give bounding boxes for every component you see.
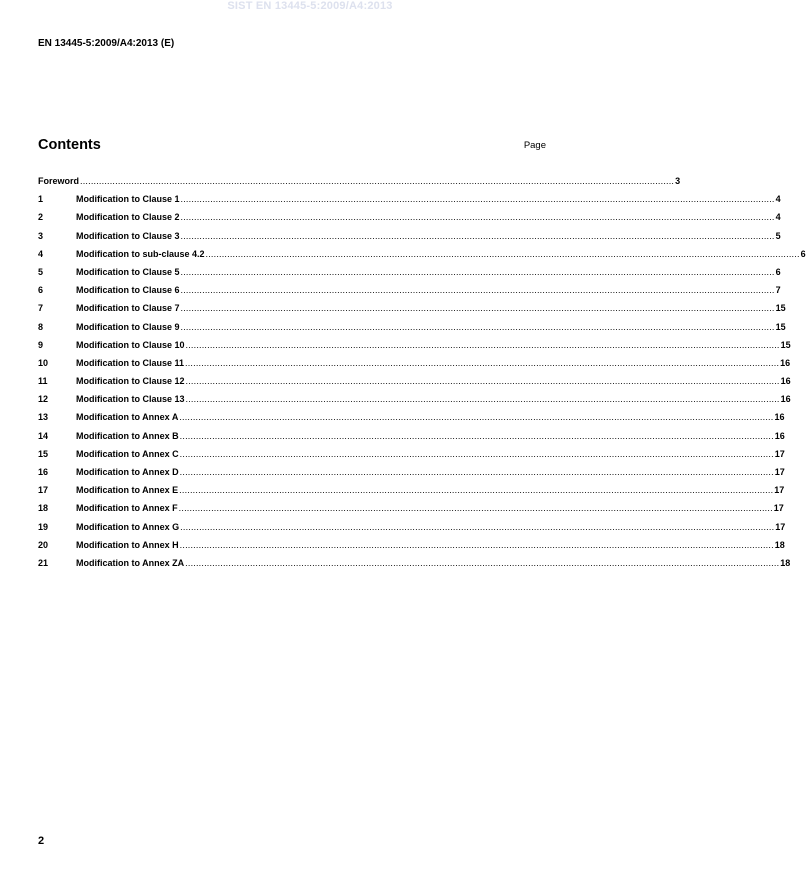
toc-entry[interactable] xyxy=(38,448,785,466)
toc-entry-title: Modification to Clause 9 xyxy=(76,321,180,332)
page-number: 2 xyxy=(38,835,45,847)
toc-entry[interactable] xyxy=(38,430,785,448)
toc-entry[interactable] xyxy=(38,193,781,211)
toc-entry-page: 17 xyxy=(774,467,785,477)
toc-entry-number: 14 xyxy=(38,430,49,441)
toc-dot-leader: ............................................................................................................................................................................................................................ xyxy=(180,521,775,532)
toc-entry[interactable] xyxy=(38,266,781,284)
toc-entry-number: 4 xyxy=(38,248,44,259)
document-id: EN 13445-5:2009/A4:2013 (E) xyxy=(38,38,175,49)
toc-dot-leader: ............................................................................................................................................................................................................................ xyxy=(179,467,774,477)
toc-dot-leader: ............................................................................................................................................................................................................................ xyxy=(180,230,775,241)
toc-entry-number: 6 xyxy=(38,285,44,296)
toc-entry-page: 7 xyxy=(775,285,781,296)
toc-entry[interactable] xyxy=(38,230,781,248)
toc-entry[interactable] xyxy=(38,211,781,229)
toc-entry[interactable] xyxy=(38,321,786,339)
toc-entry-title: Modification to Clause 5 xyxy=(76,266,180,277)
toc-entry-page: 16 xyxy=(780,394,791,405)
toc-dot-leader: ............................................................................................................................................................................................................................ xyxy=(205,248,800,259)
toc-entry[interactable] xyxy=(38,357,791,375)
toc-entry-title: Modification to Clause 6 xyxy=(76,285,180,296)
toc-entry[interactable] xyxy=(38,393,791,411)
toc-entry-title: Modification to Annex G xyxy=(76,521,180,532)
toc-entry-number: 8 xyxy=(38,321,44,332)
toc-dot-leader: ............................................................................................................................................................................................................................ xyxy=(185,339,780,350)
toc-entry[interactable] xyxy=(38,466,785,484)
toc-entry[interactable] xyxy=(38,284,781,302)
toc-entry-page: 17 xyxy=(775,521,786,532)
toc-entry-title: Modification to Annex F xyxy=(76,503,178,514)
toc-dot-leader: ............................................................................................................................................................................................................................ xyxy=(178,503,773,514)
toc-entry-number: 7 xyxy=(38,303,44,314)
toc-entry-page: 17 xyxy=(774,485,785,496)
toc-entry-page: 4 xyxy=(775,194,781,205)
toc-entry-title: Modification to sub-clause 4.2 xyxy=(76,248,205,259)
table-of-contents xyxy=(38,175,806,575)
toc-dot-leader: ............................................................................................................................................................................................................................ xyxy=(180,212,775,223)
toc-dot-leader: ............................................................................................................................................................................................................................ xyxy=(185,376,780,387)
toc-dot-leader: ............................................................................................................................................................................................................................ xyxy=(80,176,675,186)
toc-entry-title: Modification to Clause 7 xyxy=(76,303,180,314)
toc-entry-title: Modification to Clause 2 xyxy=(76,212,180,223)
toc-entry[interactable] xyxy=(38,557,791,575)
toc-dot-leader: ............................................................................................................................................................................................................................ xyxy=(179,448,774,459)
toc-entry-number: 3 xyxy=(38,230,44,241)
toc-dot-leader: ............................................................................................................................................................................................................................ xyxy=(179,485,774,496)
toc-entry-title: Modification to Clause 12 xyxy=(76,376,185,387)
toc-entry-title: Modification to Clause 3 xyxy=(76,230,180,241)
toc-entry-number: 12 xyxy=(38,394,49,405)
toc-entry-page: 17 xyxy=(774,448,785,459)
toc-dot-leader: ............................................................................................................................................................................................................................ xyxy=(185,557,780,568)
toc-entry[interactable] xyxy=(38,375,791,393)
toc-entry-title: Modification to Annex ZA xyxy=(76,557,185,568)
toc-dot-leader: ............................................................................................................................................................................................................................ xyxy=(185,394,780,405)
toc-dot-leader: ............................................................................................................................................................................................................................ xyxy=(179,539,774,550)
toc-entry-number: 21 xyxy=(38,557,49,568)
toc-entry-number: 5 xyxy=(38,266,44,277)
toc-dot-leader: ............................................................................................................................................................................................................................ xyxy=(179,430,774,441)
toc-entry[interactable] xyxy=(38,539,785,557)
page-column-heading: Page xyxy=(523,140,546,151)
toc-entry-page: 4 xyxy=(775,212,781,223)
toc-entry[interactable] xyxy=(38,502,784,520)
toc-entry-page: 17 xyxy=(773,503,784,514)
toc-entry-page: 18 xyxy=(774,539,785,550)
toc-entry-page: 15 xyxy=(775,321,786,332)
toc-entry-number: 13 xyxy=(38,412,49,423)
toc-entry-number: 15 xyxy=(38,448,49,459)
watermark: SIST EN 13445-5:2009/A4:2013 xyxy=(227,0,393,12)
toc-entry-title: Modification to Clause 10 xyxy=(76,339,185,350)
toc-entry-number: 16 xyxy=(38,467,49,477)
toc-entry-title: Modification to Annex B xyxy=(76,430,179,441)
toc-entry-number: 19 xyxy=(38,521,49,532)
toc-entry-number: 1 xyxy=(38,194,44,205)
toc-entry-page: 16 xyxy=(774,412,785,423)
toc-entry-page: 16 xyxy=(774,430,785,441)
toc-entry-page: 3 xyxy=(675,176,681,186)
toc-entry-page: 16 xyxy=(780,376,791,387)
toc-entry-title: Modification to Annex C xyxy=(76,448,179,459)
toc-entry-number: 9 xyxy=(38,339,44,350)
toc-entry-title: Modification to Clause 1 xyxy=(76,194,180,205)
toc-entry-number: 10 xyxy=(38,357,49,368)
toc-entry-page: 15 xyxy=(775,303,786,314)
toc-entry-title: Modification to Annex D xyxy=(76,467,179,477)
toc-entry-page: 15 xyxy=(780,339,791,350)
toc-dot-leader: ............................................................................................................................................................................................................................ xyxy=(180,194,775,205)
toc-entry-page: 18 xyxy=(780,557,791,568)
toc-entry[interactable] xyxy=(38,302,786,320)
toc-entry-page: 6 xyxy=(775,266,781,277)
toc-entry[interactable] xyxy=(38,248,806,266)
contents-heading: Contents xyxy=(38,137,101,153)
toc-entry-title: Modification to Annex E xyxy=(76,485,179,496)
toc-entry-page: 6 xyxy=(800,248,806,259)
toc-entry-title: Foreword xyxy=(38,176,80,186)
toc-entry-number: 2 xyxy=(38,212,44,223)
toc-entry-number: 11 xyxy=(38,376,48,387)
toc-entry[interactable] xyxy=(38,484,785,502)
toc-entry[interactable] xyxy=(38,175,681,193)
toc-entry-title: Modification to Clause 13 xyxy=(76,394,185,405)
toc-entry-title: Modification to Annex A xyxy=(76,412,179,423)
toc-entry-title: Modification to Clause 11 xyxy=(76,357,185,368)
toc-dot-leader: ............................................................................................................................................................................................................................ xyxy=(180,266,775,277)
toc-entry-number: 18 xyxy=(38,503,49,514)
toc-entry-page: 5 xyxy=(775,230,781,241)
toc-dot-leader: ............................................................................................................................................................................................................................ xyxy=(179,412,774,423)
toc-entry-number: 20 xyxy=(38,539,49,550)
toc-entry[interactable] xyxy=(38,411,785,429)
toc-dot-leader: ............................................................................................................................................................................................................................ xyxy=(185,357,780,368)
toc-entry-number: 17 xyxy=(38,485,49,496)
toc-dot-leader: ............................................................................................................................................................................................................................ xyxy=(180,303,775,314)
toc-entry-title: Modification to Annex H xyxy=(76,539,179,550)
toc-entry-page: 16 xyxy=(780,357,791,368)
toc-dot-leader: ............................................................................................................................................................................................................................ xyxy=(180,285,775,296)
toc-entry[interactable] xyxy=(38,521,786,539)
toc-entry[interactable] xyxy=(38,339,791,357)
toc-dot-leader: ............................................................................................................................................................................................................................ xyxy=(180,321,775,332)
